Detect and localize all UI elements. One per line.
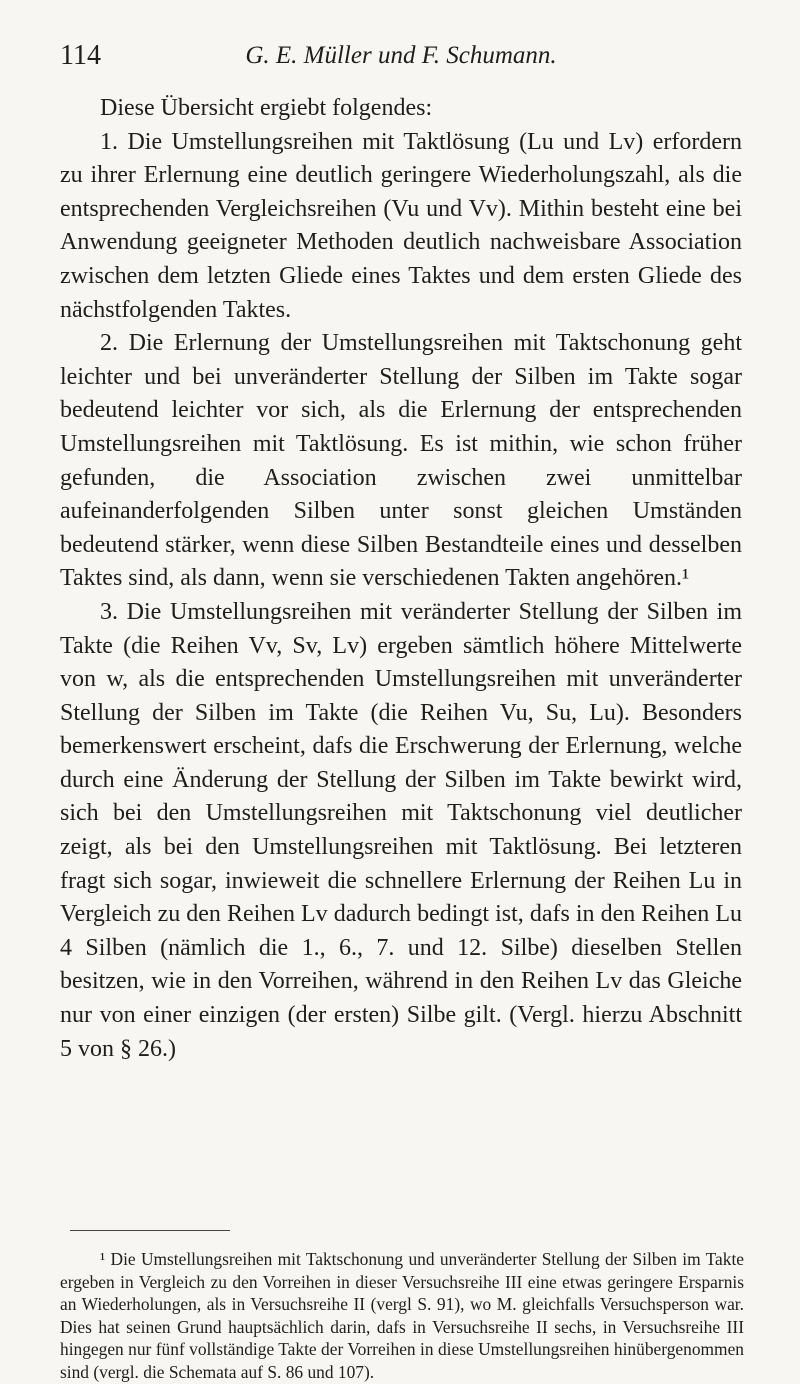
running-title: G. E. Müller und F. Schumann.: [245, 42, 557, 69]
paragraph-point-1: 1. Die Umstellungsreihen mit Taktlösung (Lu und Lv) erfordern zu ihrer Erlernung eine deutlich geringere Wiederholungszahl, als die entsprechenden Vergleichsreihen (Vu und Vv). Mithin besteht eine bei Anwendung geeigneter Methoden deutlich nachweisbare Association zwischen dem letzten Gliede eines Taktes und dem ersten Gliede des nächstfolgenden Taktes.: [60, 128, 742, 323]
paragraph-point-2: 2. Die Erlernung der Umstellungsreihen mit Taktschonung geht leichter und bei unveränderter Stellung der Silben im Takte sogar bedeutend leichter vor sich, als die Erlernung der entsprechenden Umstellungsreihen mit Taktlösung. Es ist mithin, wie schon früher gefunden, die Association zwischen zwei unmittelbar aufeinanderfolgenden Silben unter sonst gleichen Umständen bedeutend stärker, wenn diese Silben Bestandteile eines und desselben Taktes sind, als dann, wenn sie verschiedenen Takten angehören.¹: [60, 330, 742, 592]
main-text: [60, 92, 742, 1066]
page-header: [60, 40, 742, 76]
page-number: 114: [60, 40, 101, 71]
paragraph-summary-intro: Diese Übersicht ergiebt folgendes:: [100, 95, 433, 121]
footnote: ¹ Die Umstellungsreihen mit Taktschonung und unveränderter Stellung der Silben im Takte ergeben in Vergleich zu den Vorreihen in dieser Versuchsreihe III eine etwas geringere Ersparnis an Wiederholungen, als in Versuchsreihe II (vergl S. 91), wo M. gleichfalls Versuchsperson war. Dies hat seinen Grund hauptsächlich darin, dafs in Versuchsreihe II sechs, in Versuchsreihe III hingegen nur fünf vollständige Takte der Vorreihen in diese Umstellungsreihen hinübergenommen sind (vergl. die Schemata auf S. 86 und 107).: [60, 1249, 744, 1382]
footnote-separator: [70, 1230, 230, 1231]
paragraph-point-3: 3. Die Umstellungsreihen mit veränderter Stellung der Silben im Takte (die Reihen Vv, Sv, Lv) ergeben sämtlich höhere Mittelwerte von w, als die entsprechenden Umstellungsreihen mit unveränderter Stellung der Silben im Takte (die Reihen Vu, Su, Lu). Besonders bemerkenswert erscheint, dafs die Erschwerung der Erlernung, welche durch eine Änderung der Stellung der Silben im Takte bewirkt wird, sich bei den Umstellungsreihen mit Taktschonung viel deutlicher zeigt, als bei den Umstellungsreihen mit Taktlösung. Bei letzteren fragt sich sogar, inwieweit die schnellere Erlernung der Reihen Lu in Vergleich zu den Reihen Lv dadurch bedingt ist, dafs in den Reihen Lu 4 Silben (nämlich die 1., 6., 7. und 12. Silbe) dieselben Stellen besitzen, wie in den Vorreihen, während in den Reihen Lv das Gleiche nur von einer einzigen (der ersten) Silbe gilt. (Vergl. hierzu Abschnitt 5 von § 26.): [60, 598, 742, 1062]
